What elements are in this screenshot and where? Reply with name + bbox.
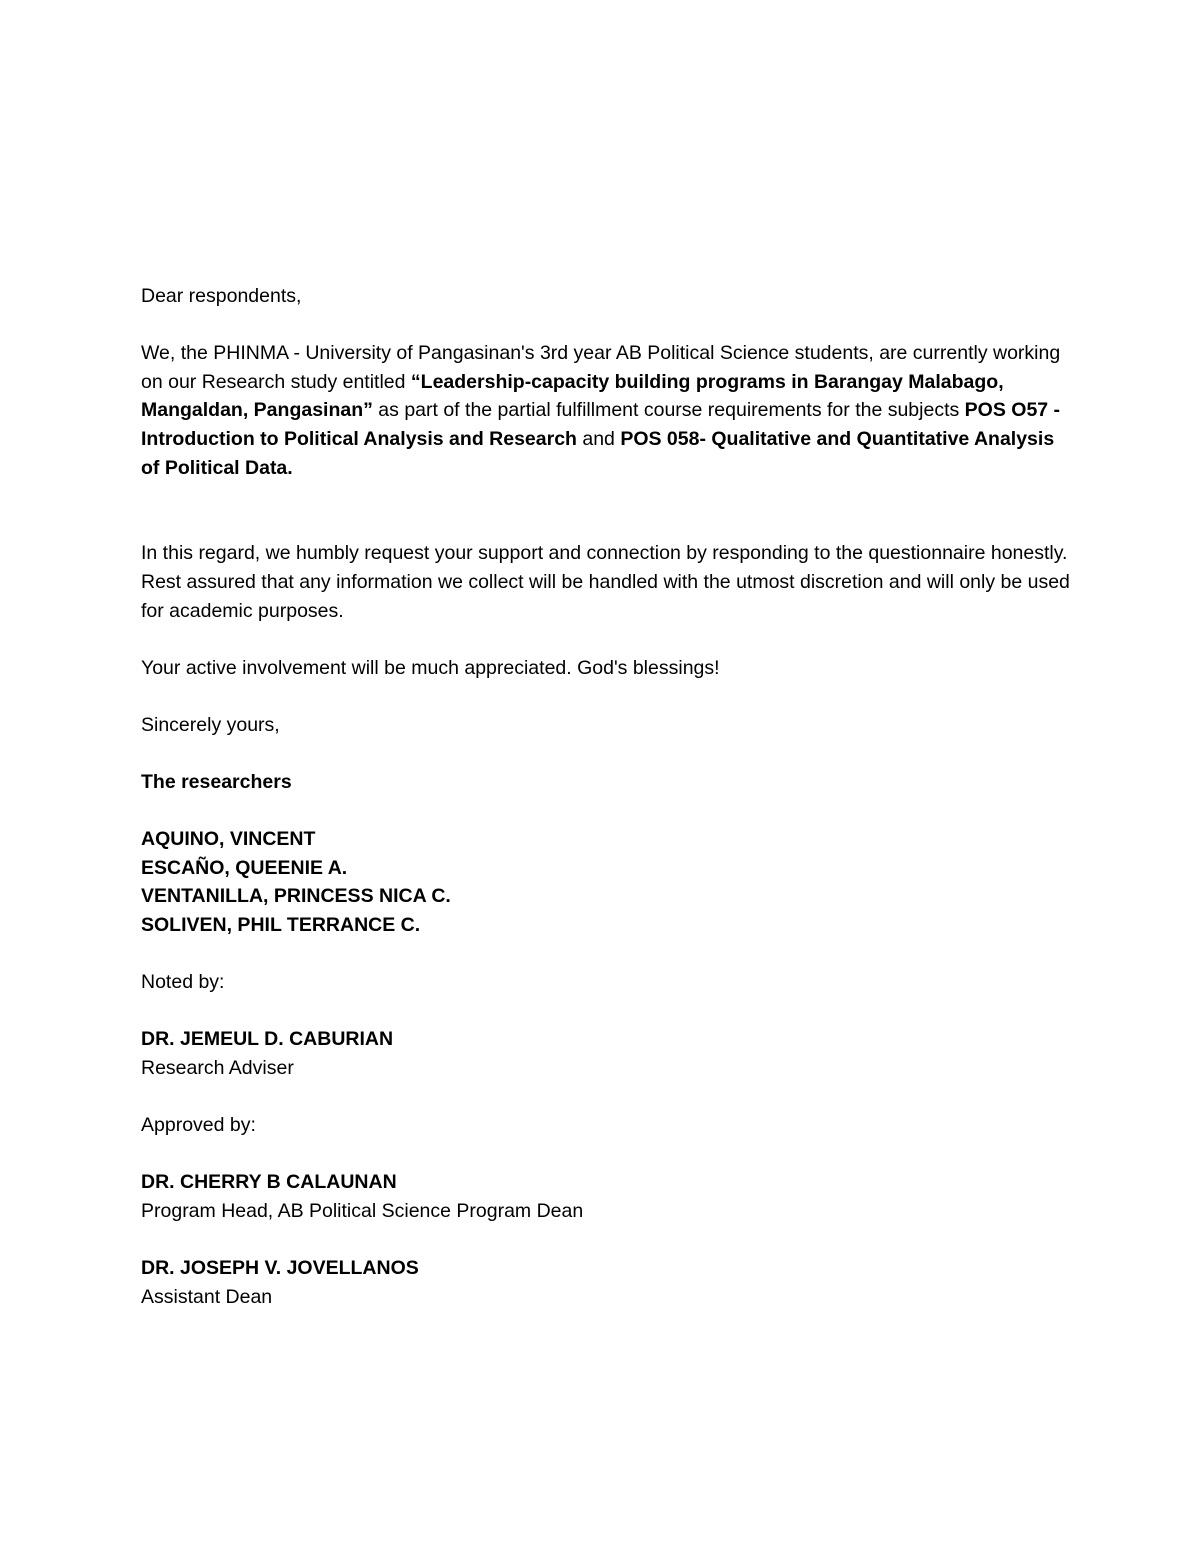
noted-signatory bbox=[141, 1025, 1071, 1082]
letter-body bbox=[141, 282, 1071, 1311]
researchers-heading: The researchers bbox=[141, 771, 292, 794]
researcher-name: ESCAÑO, QUEENIE A. bbox=[141, 856, 348, 879]
intro-paragraph bbox=[141, 339, 1071, 482]
signatory-name: DR. JOSEPH V. JOVELLANOS bbox=[141, 1257, 419, 1280]
researcher-name: VENTANILLA, PRINCESS NICA C. bbox=[141, 885, 451, 908]
intro-text-2: as part of the partial fulfillment course requirements for the subjects bbox=[372, 399, 965, 422]
researcher-name: AQUINO, VINCENT bbox=[141, 828, 316, 851]
subject-2: POS 058- Qualitative and Quantitative Analysis of Political Data. bbox=[141, 427, 1055, 479]
approved-signatory bbox=[141, 1254, 1071, 1311]
signatory-name: DR. JEMEUL D. CABURIAN bbox=[141, 1028, 394, 1051]
salutation: Dear respondents, bbox=[141, 285, 302, 307]
researcher-name: SOLIVEN, PHIL TERRANCE C. bbox=[141, 914, 421, 937]
signatory-role: Program Head, AB Political Science Program Dean bbox=[141, 1200, 584, 1222]
approved-by-label: Approved by: bbox=[141, 1114, 256, 1137]
signatory-role: Assistant Dean bbox=[141, 1285, 273, 1308]
signatory-name: DR. CHERRY B CALAUNAN bbox=[141, 1171, 397, 1194]
request-paragraph: In this regard, we humbly request your support and connection by responding to the questionnaire honestly. Rest assured that any information we collect will be handled with the utmost discretion and will only be used for academic purposes. bbox=[141, 542, 1070, 622]
researchers-list bbox=[141, 825, 1071, 939]
appreciation-paragraph: Your active involvement will be much appreciated. God's blessings! bbox=[141, 656, 720, 679]
intro-text-1: We, the PHINMA - University of Pangasinan's 3rd year AB Political Science students, are currently working on our Research study entitled bbox=[141, 342, 1061, 393]
subject-1: POS O57 - Introduction to Political Analysis and Research bbox=[141, 399, 1061, 450]
approved-signatory bbox=[141, 1168, 1071, 1225]
noted-by-label: Noted by: bbox=[141, 971, 225, 994]
intro-text-3: and bbox=[576, 427, 621, 450]
signatory-role: Research Adviser bbox=[141, 1057, 294, 1080]
study-title: “Leadership-capacity building programs in Barangay Malabago, Mangaldan, Pangasinan” bbox=[141, 370, 1004, 422]
closing: Sincerely yours, bbox=[141, 713, 280, 736]
